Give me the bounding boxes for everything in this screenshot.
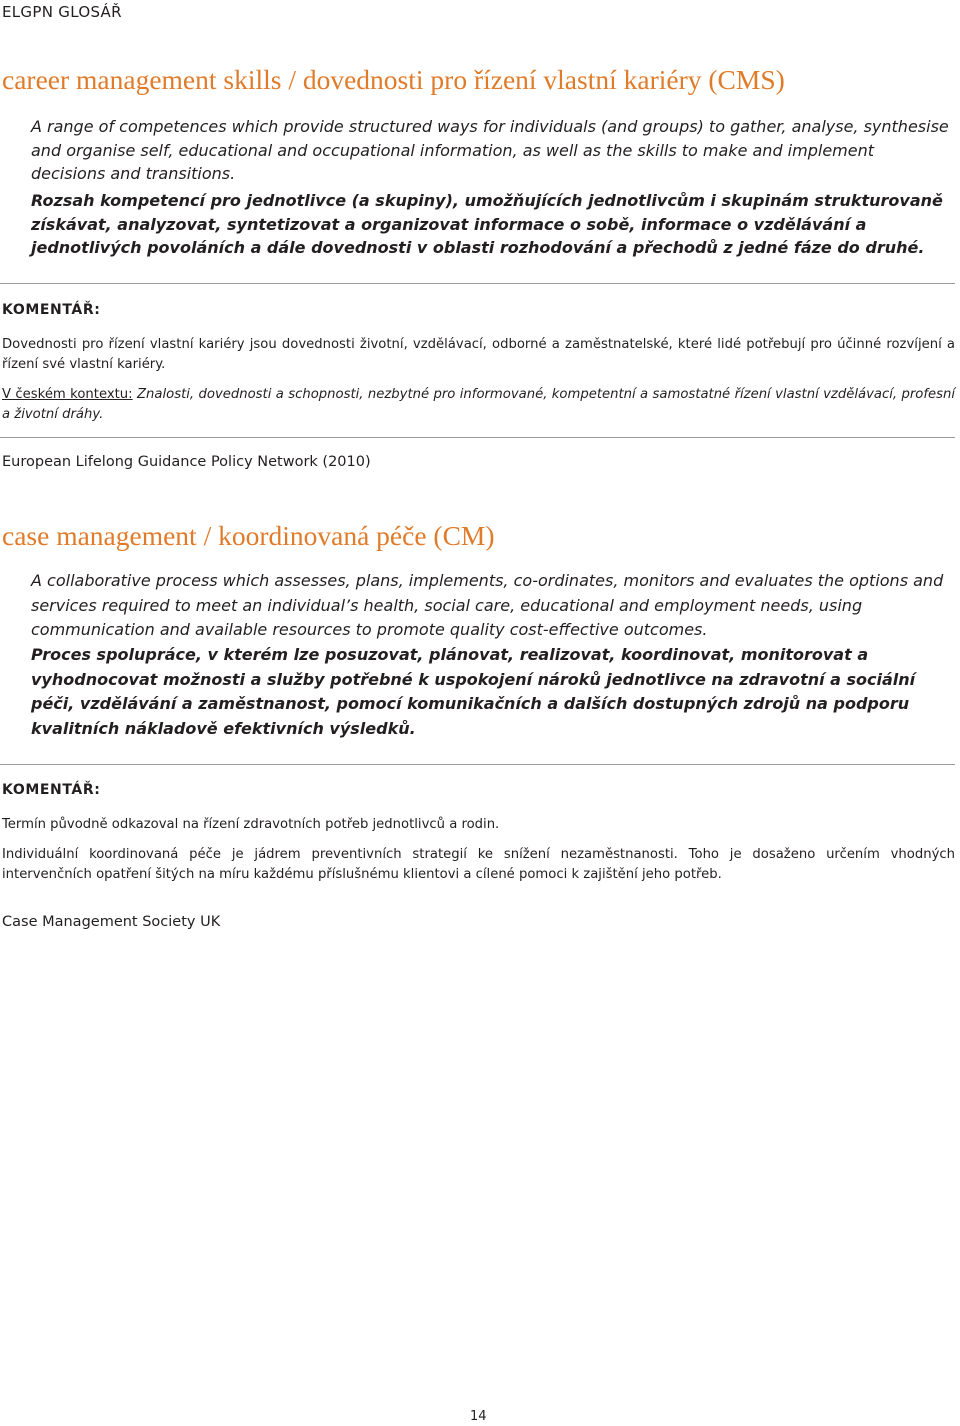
czech-context-label: V českém kontextu: [2, 387, 133, 402]
comment-paragraph: Individuální koordinovaná péče je jádrem preventivních strategií ke snížení nezaměstnanosti. Toho je dosaženo určením vhodných intervenčních opatření šitých na míru každému příslušnému klientovi a cílené pomoci k zajištění jeho potřeb. [2, 847, 955, 882]
comment-label: KOMENTÁŘ: [2, 302, 101, 318]
definition-english: A range of competences which provide structured ways for individuals (and groups) to gather, analyse, synthesise and organise self, educational and occupational information, as well as the skills to make and implement decisions and transitions. [31, 117, 949, 183]
czech-context-text: Znalosti, dovednosti a schopnosti, nezbytné pro informované, kompetentní a samostatné řízení vlastní vzdělávací, profesní a životní dráhy. [2, 387, 955, 422]
comment-paragraph: Termín původně odkazoval na řízení zdravotních potřeb jednotlivců a rodin. [2, 817, 500, 832]
entry-title: career management skills / dovednosti pro řízení vlastní kariéry (CMS) [2, 64, 785, 95]
definition-czech: Rozsah kompetencí pro jednotlivce (a skupiny), umožňujících jednotlivcům i skupinám strukturovaně získávat, analyzovat, syntetizovat a organizovat informace o sobě, informace o vzdělávání a jednotlivých povoláních a dále dovednosti v oblasti rozhodování a přechodů z jedné fáze do druhé. [31, 191, 943, 257]
entry-title: case management / koordinovaná péče (CM) [2, 520, 495, 551]
comment-paragraph: Dovednosti pro řízení vlastní kariéry jsou dovednosti životní, vzdělávací, odborné a zaměstnatelské, které lidé potřebují pro účinné rozvíjení a řízení své vlastní kariéry. [2, 337, 955, 372]
document-header: ELGPN GLOSÁŘ [2, 3, 122, 21]
definition-english: A collaborative process which assesses, plans, implements, co-ordinates, monitors and evaluates the options and services required to meet an individual’s health, social care, educational and employment needs, using communication and available resources to promote quality cost-effective outcomes. [31, 571, 944, 639]
comment-label: KOMENTÁŘ: [2, 782, 101, 798]
page-number: 14 [470, 1409, 487, 1424]
divider [0, 437, 955, 438]
definition-czech: Proces spolupráce, v kterém lze posuzovat, plánovat, realizovat, koordinovat, monitorovat a vyhodnocovat možnosti a služby potřebné k uspokojení nároků jednotlivce na zdravotní a sociální péči, vzdělávání a zaměstnanost, pomocí komunikačních a dalších dostupných zdrojů na podporu kvalitních nákladově efektivních výsledků. [31, 645, 916, 738]
source-citation: Case Management Society UK [2, 914, 221, 930]
divider [0, 283, 955, 284]
czech-context-paragraph [2, 385, 955, 424]
divider [0, 764, 955, 765]
source-citation: European Lifelong Guidance Policy Network (2010) [2, 454, 371, 470]
